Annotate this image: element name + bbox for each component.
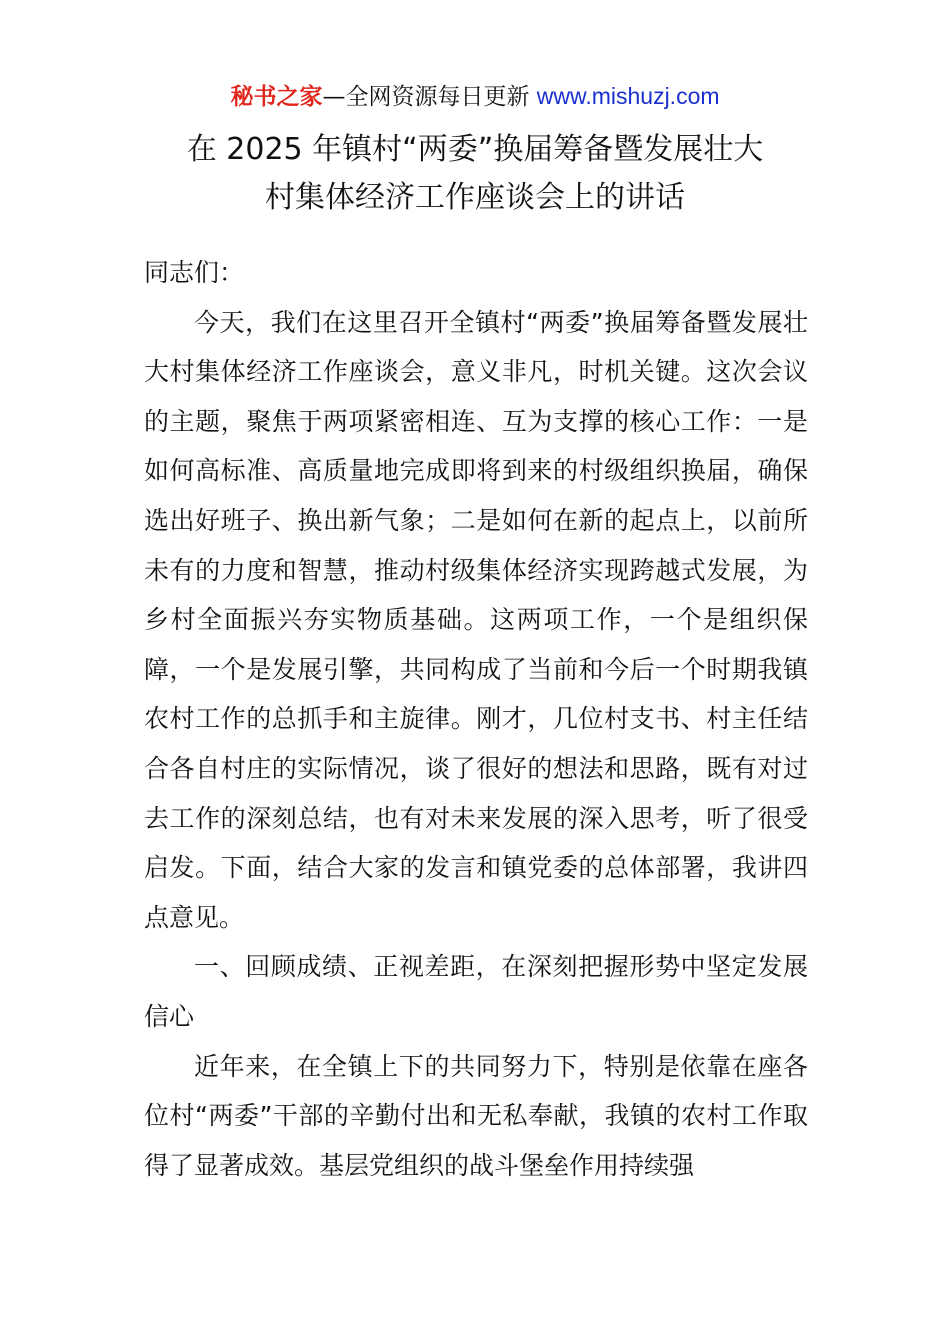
paragraph-intro: 今天，我们在这里召开全镇村“两委”换届筹备暨发展壮大村集体经济工作座谈会，意义非凡，时机关键。这次会议的主题，聚焦于两项紧密相连、互为支撑的核心工作：一是如何高标准、高质量地完成即将到来的村级组织换届，确保选出好班子、换出新气象；二是如何在新的起点上，以前所未有的力度和智慧，推动村级集体经济实现跨越式发展，为乡村全面振兴夯实物质基础。这两项工作，一个是组织保障，一个是发展引擎，共同构成了当前和今后一个时期我镇农村工作的总抓手和主旋律。刚才，几位村支书、村主任结合各自村庄的实际情况，谈了很好的想法和思路，既有对过去工作的深刻总结，也有对未来发展的深入思考，听了很受启发。下面，结合大家的发言和镇党委的总体部署，我讲四点意见。 (144, 307, 808, 932)
section-heading-1: 一、回顾成绩、正视差距，在深刻把握形势中坚定发展信心 (144, 952, 808, 1031)
header-slogan: —全网资源每日更新 (322, 84, 537, 110)
paragraph-review: 近年来，在全镇上下的共同努力下，特别是依靠在座各位村“两委”干部的辛勤付出和无私奉献，我镇的农村工作取得了显著成效。基层党组织的战斗堡垒作用持续强 (144, 1051, 808, 1180)
site-header (0, 80, 950, 113)
document-body (144, 248, 808, 1190)
title-line-1: 在 2025 年镇村“两委”换届筹备暨发展壮大 (186, 132, 764, 167)
site-url-link[interactable]: www.mishuzj.com (536, 83, 720, 109)
title-line-2: 村集体经济工作座谈会上的讲话 (265, 180, 685, 215)
salutation: 同志们： (144, 258, 245, 287)
brand-name: 秘书之家 (230, 84, 323, 110)
document-title (140, 126, 810, 222)
